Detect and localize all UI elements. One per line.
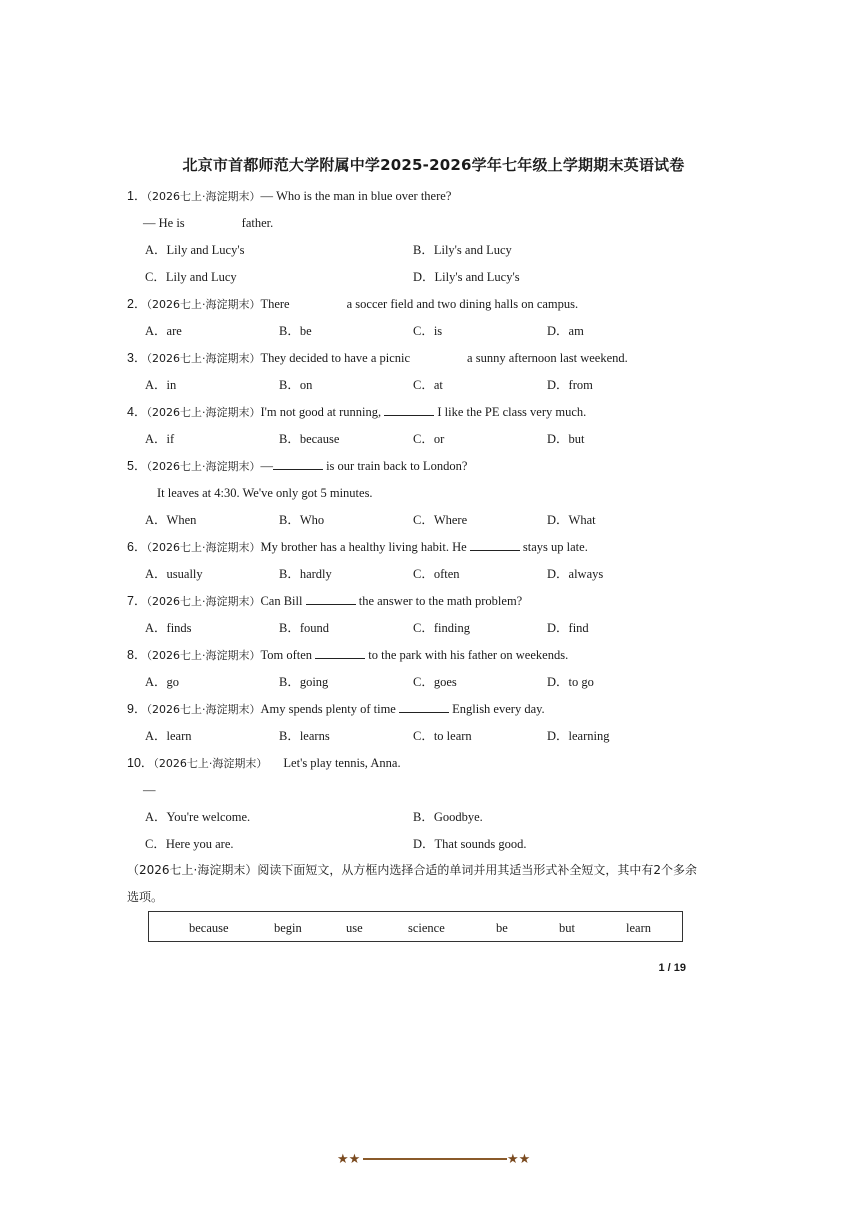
question-source: （2026七上·海淀期末） — [146, 190, 261, 203]
question-7 — [127, 593, 522, 610]
question-stem-a: Can Bill — [260, 594, 303, 608]
word-option: use — [346, 921, 363, 935]
option-d[interactable]: D．Lily's and Lucy's — [413, 270, 520, 284]
word-box — [148, 911, 683, 942]
footer-ornament — [337, 1151, 533, 1169]
question-stem-a: There — [260, 297, 290, 311]
question-number: 3． — [127, 351, 147, 365]
question-source: （2026七上·海淀期末） — [146, 406, 261, 419]
answer-blank[interactable] — [470, 539, 520, 551]
question-number: 8． — [127, 648, 147, 662]
question-1 — [127, 188, 451, 205]
option-c[interactable]: C．Lily and Lucy — [145, 270, 237, 284]
question-stem-b: the answer to the math problem? — [358, 594, 523, 608]
option-c[interactable]: C．is — [413, 324, 443, 338]
option-d[interactable]: D．always — [547, 567, 604, 581]
option-a[interactable]: A．usually — [145, 567, 203, 581]
question-number: 9． — [127, 702, 147, 716]
option-c[interactable]: C．Here you are. — [145, 837, 234, 851]
option-c[interactable]: C．Where — [413, 513, 468, 527]
question-number: 5． — [127, 459, 147, 473]
question-source: （2026七上·海淀期末） — [146, 352, 261, 365]
option-b[interactable]: B．be — [279, 324, 312, 338]
exam-title: 北京市首都师范大学附属中学2025-2026学年七年级上学期期末英语试卷 — [182, 156, 685, 174]
question-source: （2026七上·海淀期末） — [146, 541, 261, 554]
answer-blank[interactable] — [399, 701, 449, 713]
option-d[interactable]: D．learning — [547, 729, 610, 743]
question-stem-a: Amy spends plenty of time — [260, 702, 396, 716]
word-option: but — [559, 921, 575, 935]
option-a[interactable]: A．When — [145, 513, 197, 527]
footer-rule — [363, 1158, 507, 1160]
question-1-line2a: — He is — [143, 216, 185, 230]
question-10-line2: — — [143, 783, 156, 797]
question-2 — [127, 296, 578, 313]
question-6 — [127, 539, 588, 556]
question-source: （2026七上·海淀期末） — [146, 703, 261, 716]
question-number: 4． — [127, 405, 147, 419]
option-a[interactable]: A．finds — [145, 621, 192, 635]
option-b[interactable]: B．going — [279, 675, 329, 689]
question-number: 10． — [127, 756, 154, 770]
option-d[interactable]: D．find — [547, 621, 589, 635]
question-source: （2026七上·海淀期末） — [146, 460, 261, 473]
star-icon: ★★ — [337, 1151, 361, 1166]
option-c[interactable]: C．to learn — [413, 729, 472, 743]
option-d[interactable]: D．from — [547, 378, 593, 392]
option-c[interactable]: C．or — [413, 432, 445, 446]
question-source: （2026七上·海淀期末） — [146, 298, 261, 311]
question-stem-a: Tom often — [260, 648, 312, 662]
question-source: （2026七上·海淀期末） — [146, 595, 261, 608]
option-c[interactable]: C．finding — [413, 621, 470, 635]
option-d[interactable]: D．am — [547, 324, 584, 338]
question-1-line2 — [143, 215, 273, 231]
question-5-line2: It leaves at 4:30. We've only got 5 minutes. — [157, 486, 373, 500]
option-b[interactable]: B．learns — [279, 729, 330, 743]
question-5 — [127, 458, 467, 475]
answer-blank[interactable] — [306, 593, 356, 605]
option-a[interactable]: A．You're welcome. — [145, 810, 251, 824]
question-stem-a: I'm not good at running, — [260, 405, 382, 419]
option-b[interactable]: B．Who — [279, 513, 325, 527]
page-number: 1 / 19 — [658, 962, 686, 974]
question-stem: Let's play tennis, Anna. — [283, 756, 401, 770]
question-stem-a: They decided to have a picnic — [260, 351, 411, 365]
question-number: 1． — [127, 189, 147, 203]
option-c[interactable]: C．often — [413, 567, 460, 581]
option-b[interactable]: B．Lily's and Lucy — [413, 243, 512, 257]
answer-blank[interactable] — [384, 404, 434, 416]
question-stem: — Who is the man in blue over there? — [260, 189, 452, 203]
answer-blank[interactable] — [315, 647, 365, 659]
question-stem-b: is our train back to London? — [326, 459, 468, 473]
question-10 — [127, 755, 401, 772]
word-option: science — [408, 921, 445, 935]
question-1-line2b: father. — [241, 216, 274, 230]
question-9 — [127, 701, 545, 718]
question-stem-b: English every day. — [452, 702, 545, 716]
question-4 — [127, 404, 586, 421]
answer-blank[interactable] — [273, 458, 323, 470]
option-d[interactable]: D．but — [547, 432, 585, 446]
option-d[interactable]: D．to go — [547, 675, 594, 689]
question-number: 2． — [127, 297, 147, 311]
question-stem-a: My brother has a healthy living habit. He — [260, 540, 467, 554]
option-b[interactable]: B．found — [279, 621, 330, 635]
star-icon: ★★ — [507, 1151, 531, 1166]
question-source: （2026七上·海淀期末） — [146, 649, 261, 662]
option-a[interactable]: A．in — [145, 378, 177, 392]
question-3 — [127, 350, 628, 367]
option-a[interactable]: A．are — [145, 324, 182, 338]
question-stem-a: — — [260, 459, 273, 473]
question-stem-b: a soccer field and two dining halls on campus. — [346, 297, 579, 311]
question-number: 6． — [127, 540, 147, 554]
option-d[interactable]: D．What — [547, 513, 596, 527]
question-number: 7． — [127, 594, 147, 608]
question-source: （2026七上·海淀期末） — [153, 757, 268, 770]
word-option: be — [496, 921, 508, 935]
option-d[interactable]: D．That sounds good. — [413, 837, 527, 851]
option-c[interactable]: C．goes — [413, 675, 457, 689]
question-stem-b: stays up late. — [522, 540, 588, 554]
option-a[interactable]: A．if — [145, 432, 175, 446]
question-stem-b: a sunny afternoon last weekend. — [467, 351, 628, 365]
word-option: begin — [274, 921, 302, 935]
option-b[interactable]: B．on — [279, 378, 313, 392]
question-8 — [127, 647, 568, 664]
word-option: learn — [626, 921, 651, 935]
option-a[interactable]: A．Lily and Lucy's — [145, 243, 245, 257]
option-b[interactable]: B．Goodbye. — [413, 810, 483, 824]
option-a[interactable]: A．go — [145, 675, 180, 689]
option-c[interactable]: C．at — [413, 378, 443, 392]
option-b[interactable]: B．hardly — [279, 567, 332, 581]
option-a[interactable]: A．learn — [145, 729, 192, 743]
question-stem-b: to the park with his father on weekends. — [368, 648, 569, 662]
passage-instruction: （2026七上·海淀期末）阅读下面短文，从方框内选择合适的单词并用其适当形式补全短文，其中有2个多余选项。 — [127, 863, 697, 904]
question-stem-b: I like the PE class very much. — [437, 405, 587, 419]
word-option: because — [189, 921, 229, 935]
option-b[interactable]: B．because — [279, 432, 340, 446]
